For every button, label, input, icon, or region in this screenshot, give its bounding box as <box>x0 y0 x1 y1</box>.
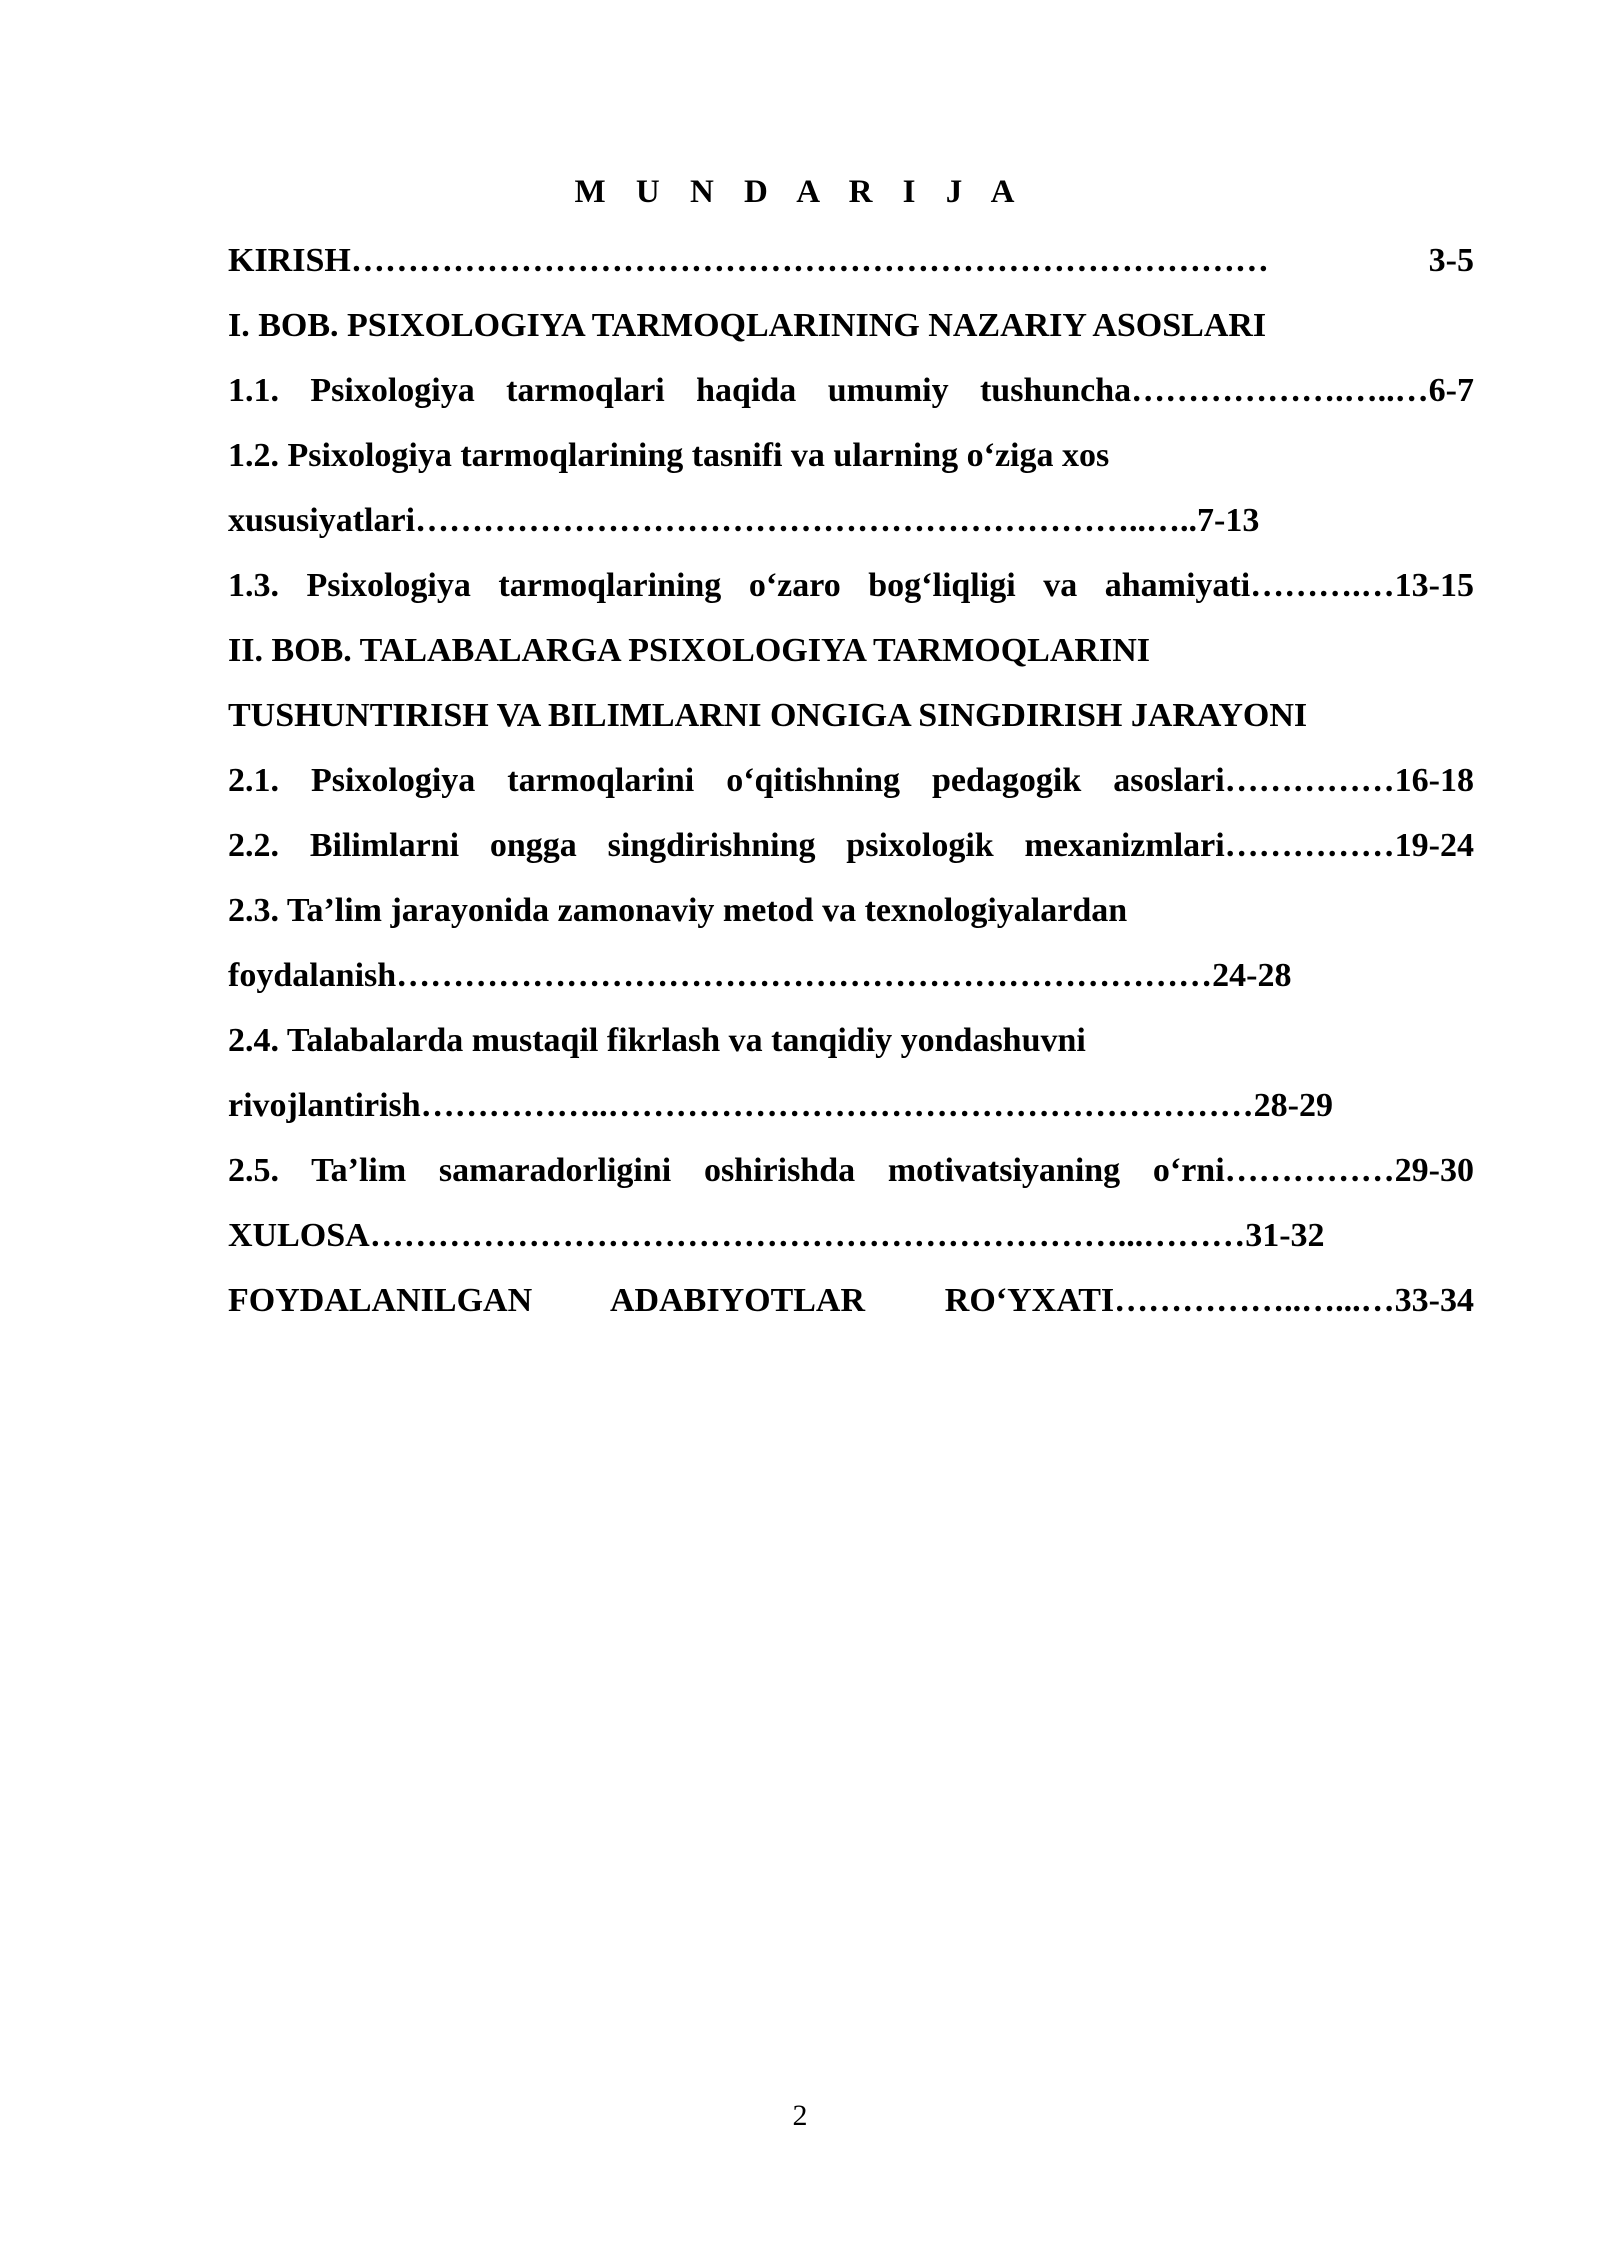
page-number: 2 <box>792 2099 808 2132</box>
toc-entry-references: FOYDALANILGAN ADABIYOTLAR RO‘YXATI……………..…...…33-34 <box>228 1282 1474 1319</box>
toc-chapter-2-title-line-1: II. BOB. TALABALARGA PSIXOLOGIYA TARMOQLARINI <box>228 632 1150 669</box>
toc-chapter-1-title: I. BOB. PSIXOLOGIYA TARMOQLARINING NAZARIY ASOSLARI <box>228 307 1267 344</box>
toc-entry-2-3-line-2: foydalanish………………………………………………………………24-28 <box>228 957 1292 994</box>
toc-heading: M U N D A R I J A <box>574 174 1026 210</box>
toc-entry-2-3-line-1: 2.3. Ta’lim jarayonida zamonaviy metod va texnologiyalardan <box>228 892 1128 929</box>
toc-entry-2-2: 2.2. Bilimlarni ongga singdirishning psixologik mexanizmlari……………19-24 <box>228 827 1474 864</box>
toc-entry-2-1: 2.1. Psixologiya tarmoqlarini o‘qitishning pedagogik asoslari……………16-18 <box>228 762 1474 799</box>
toc-entry-2-4-line-1: 2.4. Talabalarda mustaqil fikrlash va tanqidiy yondashuvni <box>228 1022 1086 1059</box>
toc-entry-kirish: KIRISH……………………………………………………………………… 3-5 <box>228 242 1474 279</box>
table-of-contents <box>228 228 1474 1333</box>
toc-entry-1-2-line-2: xususiyatlari………………………………………………………..…..7-13 <box>228 502 1260 539</box>
toc-entry-1-2-line-1: 1.2. Psixologiya tarmoqlarining tasnifi va ularning o‘ziga xos <box>228 437 1110 474</box>
toc-entry-xulosa: XULOSA…………………………………………………………...………31-32 <box>228 1217 1325 1254</box>
toc-entry-2-4-line-2: rivojlantirish……………..…………………………………………………28-29 <box>228 1087 1333 1124</box>
toc-entry-1-1: 1.1. Psixologiya tarmoqlari haqida umumiy tushuncha……………….…..…6-7 <box>228 372 1474 409</box>
toc-entry-1-3: 1.3. Psixologiya tarmoqlarining o‘zaro bog‘liqligi va ahamiyati……….…13-15 <box>228 567 1474 604</box>
toc-entry-2-5: 2.5. Ta’lim samaradorligini oshirishda motivatsiyaning o‘rni……………29-30 <box>228 1152 1474 1189</box>
toc-chapter-2-title-line-2: TUSHUNTIRISH VA BILIMLARNI ONGIGA SINGDIRISH JARAYONI <box>228 697 1308 734</box>
